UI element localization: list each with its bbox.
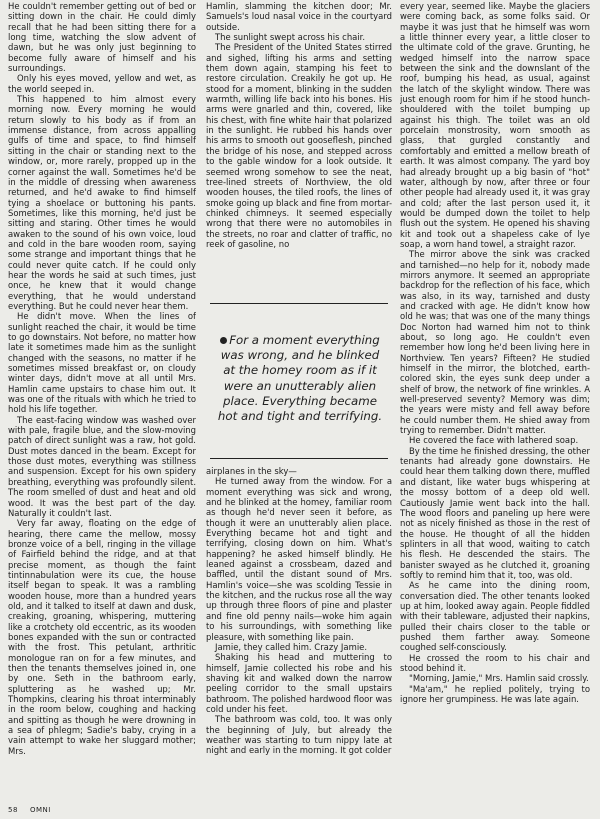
pull-quote-top-rule (210, 303, 388, 304)
text-column-1 (8, 1, 196, 801)
paragraph: Very far away, floating on the edge of hearing, there came the mellow, mossy bronze voice of a bell, ringing in the village of Fairfield behind the ridge, and at that precise moment, as though the faint tintinnabulation were its cue, the house itself began to speak. It was a rambling wooden house, more than a hundred years old, and it talked to itself at dawn and dusk, creaking, groaning, whispering, muttering like a crotchety old eccentric, as its wooden bones expanded with the sun or contracted with the frost. This petulant, arthritic monologue ran on for a few minutes, and then the tenants themselves joined in, one by one. Seth in the bathroom early, spluttering as he washed up; Mr. Thompkins, clearing his throat interminably in the room below, coughing and hacking and spitting as though he were drowning in a sea of phlegm; Sadie's baby, crying in a vain attempt to wake her sluggard mother; Mrs. (8, 518, 196, 756)
magazine-name: OMNI (30, 806, 51, 814)
text-column-3 (400, 1, 590, 801)
bullet-icon (220, 337, 227, 344)
paragraph: He couldn't remember getting out of bed or sitting down in the chair. He could dimly recall that he had been sitting there for a long time, watching the slow advent of dawn, but he was only just beginning to become fully aware of himself and his surroundings. (8, 1, 196, 74)
paragraph: every year, seemed like. Maybe the glaciers were coming back, as some folks said. Or maybe it was just that he himself was worn a little thinner every year, a little closer to the ultimate cold of the grave. Grunting, he wedged himself into the narrow space between the sink and the downslant of the roof, bumping his head, as usual, against the latch of the skylight window. There was just enough room for him if he stood hunch-shouldered with the toilet bumping up against his thigh. The toilet was an old porcelain monstrosity, worn smooth as glass, that gurgled constantly and comfortably and emitted a mellow breath of earth. It was almost company. The yard boy had already brought up a big basin of "hot" water, although by now, after three or four other people had already used it, it was gray and cold; after the last person used it, it would be dumped down the toilet to help flush out the system. He opened his shaving kit and took out a shapeless cake of lye soap, a worn hand towel, a straight razor. (400, 1, 590, 249)
paragraph: He didn't move. When the lines of sunlight reached the chair, it would be time to go downstairs. Not before, no matter how late it sometimes made him as the sunlight changed with the seasons, no matter if he sometimes missed breakfast or, on cloudy winter days, didn't move at all until Mrs. Hamlin came upstairs to chase him out. It was one of the rituals with which he tried to hold his life together. (8, 311, 196, 415)
paragraph: As he came into the dining room, conversation died. The other tenants looked up at him, looked away again. People fiddled with their tableware, adjusted their napkins, pulled their chairs closer to the table or pushed them farther away. Someone coughed self-consciously. (400, 580, 590, 653)
paragraph: By the time he finished dressing, the other tenants had already gone downstairs. He could hear them talking down there, muffled and distant, like water bugs whispering at the mossy bottom of a deep old well. Cautiously Jamie went back into the hall. The wood floors and paneling up here were not as nicely finished as those in the rest of the house. He thought of all the hidden splinters in all that wood, waiting to catch his flesh. He descended the stairs. The banister swayed as he clutched it, groaning softly to remind him that it, too, was old. (400, 445, 590, 580)
pull-quote-text-block (214, 333, 386, 424)
paragraph: He covered the face with lathered soap. (409, 435, 579, 446)
page-number: 58 (8, 806, 18, 814)
paragraph: Hamlin, slamming the kitchen door; Mr. Samuels's loud nasal voice in the courtyard outside. (206, 1, 392, 32)
paragraph: The bathroom was cold, too. It was only the beginning of July, but already the weather was starting to turn nippy late at night and early in the morning. It got colder (206, 714, 392, 756)
text-column-2-top (206, 1, 392, 297)
pull-quote-text: For a moment everything was wrong, and he blinked at the homey room as if it were an unutterably alien place. Everything became hot and tight and terrifying. (217, 333, 383, 424)
pull-quote (210, 303, 388, 459)
paragraph: He crossed the room to his chair and stood behind it. (400, 652, 590, 673)
paragraph: airplanes in the sky— (206, 466, 297, 476)
pull-quote-bottom-rule (210, 458, 388, 459)
paragraph: Jamie, they called him. Crazy Jamie. (215, 641, 368, 652)
paragraph: Only his eyes moved, yellow and wet, as the world seeped in. (8, 73, 196, 94)
text-column-2-bottom (206, 466, 392, 800)
paragraph: "Morning, Jamie," Mrs. Hamlin said crossly. (409, 673, 589, 684)
paragraph: The President of the United States stirred and sighed, lifting his arms and setting them down again, stamping his feet to restore circulation. Creakily he got up. He stood for a moment, blinking in the sudden warmth, willing life back into his bones. His arms were gnarled and thin, covered, like his chest, with fine white hair that polarized in the sunlight. He rubbed his hands over his arms to smooth out gooseflesh, pinched the bridge of his nose, and stepped across to the gable window for a look outside. It seemed wrong somehow to see the neat, tree-lined streets of Northview, the old wooden houses, the tiled roofs, the lines of smoke going up black and fine from mortar-chinked chimneys. It seemed especially wrong that there were no automobiles in the streets, no roar and clatter of traffic, no reek of gasoline, no (206, 42, 392, 249)
paragraph: Shaking his head and muttering to himself, Jamie collected his robe and his shaving kit and walked down the narrow peeling corridor to the small upstairs bathroom. The polished hardwood floor was cold under his feet. (206, 652, 392, 714)
paragraph: The mirror above the sink was cracked and tarnished—no help for it, nobody made mirrors anymore. It seemed an appropriate backdrop for the reflection of his face, which was also, in its way, tarnished and dusty and cracked with age. He didn't know how old he was; that was one of the many things Doc Norton had warned him not to think about, so long ago. He couldn't even remember how long he'd been living here in Northview. Ten years? Fifteen? He studied himself in the mirror, the blotched, earth-colored skin, the eyes sunk deep under a shelf of brow, the network of fine wrinkles. A well-preserved seventy? Memory was dim; the years were misty and fell away before he could number them. He shied away from trying to remember. Didn't matter. (400, 249, 590, 436)
paragraph: The east-facing window was washed over with pale, fragile blue, and the slow-moving patch of direct sunlight was a raw, hot gold. Dust motes danced in the beam. Except for those dust motes, everything was stillness and suspension. Except for his own spidery breathing, everything was profoundly silent. The room smelled of dust and heat and old wood. It was the best part of the day. Naturally it couldn't last. (8, 414, 196, 518)
paragraph: He turned away from the window. For a moment everything was sick and wrong, and he blinked at the homey, familiar room as though he'd never seen it before, as though it were an unutterably alien place. Everything became hot and tight and terrifying, closing down on him. What's happening? he asked himself blindly. He leaned against a crossbeam, dazed and baffled, until the distant sound of Mrs. Hamlin's voice—she was scolding Tessie in the kitchen, and the ruckus rose all the way up through three floors of pine and plaster and fine old penny nails—woke him again to his surroundings, with something like pleasure, with something like pain. (206, 476, 392, 642)
paragraph: This happened to him almost every morning now. Every morning he would return slowly to his body as if from an immense distance, from across appalling gulfs of time and space, to find himself sitting in the chair or standing next to the window, or, more rarely, propped up in the corner against the wall. Sometimes he'd be in the middle of dressing when awareness returned, and he'd awake to find himself tying a shoelace or buttoning his pants. Sometimes, like this morning, he'd just be sitting and staring. Other times he would awaken to the sound of his own voice, loud and cold in the bare wooden room, saying some strange and important things that he could never quite catch. If he could only hear the words he said at such times, just once, he knew that it would change everything, that he would understand everything. But he could never hear them. (8, 94, 196, 311)
paragraph: "Ma'am," he replied politely, trying to ignore her grumpiness. He was late again. (400, 683, 590, 705)
paragraph: The sunlight swept across his chair. (215, 32, 366, 43)
